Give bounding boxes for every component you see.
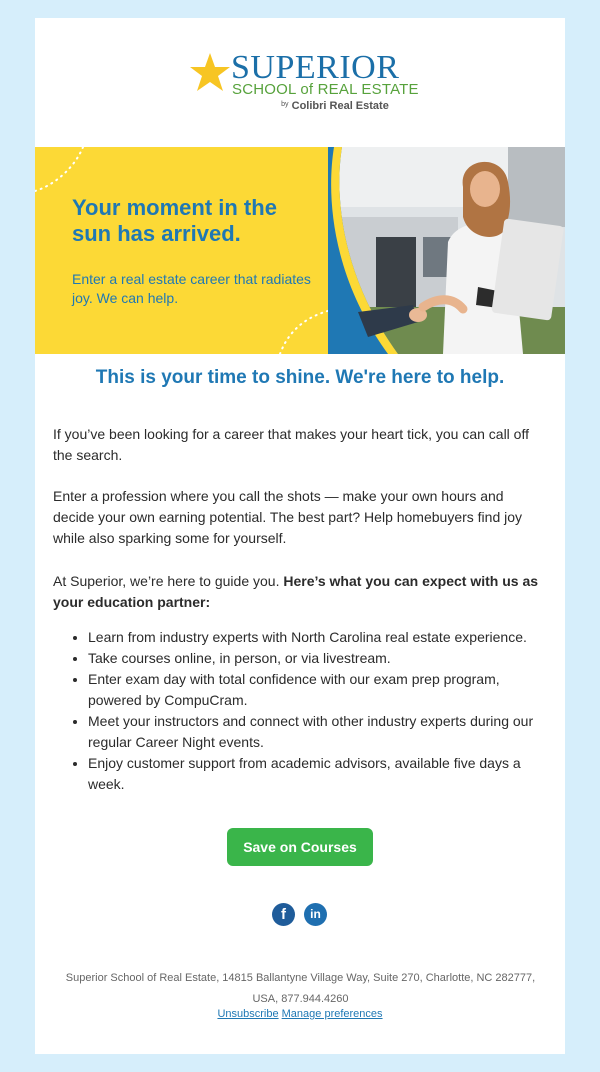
- paragraph-profession: Enter a profession where you call the shots — make your own hours and decide your own earning potential. The best part? Help homebuyers find joy while also sparking some for yourself.: [53, 488, 523, 546]
- logo-wordmark: SUPERIOR: [231, 49, 400, 86]
- logo-byline: [35, 100, 600, 112]
- star-icon: [188, 51, 232, 95]
- unsubscribe-link[interactable]: Unsubscribe: [217, 1008, 279, 1020]
- list-item: • Enter exam day with total confidence with our exam prep program, powered by CompuCram.: [88, 669, 548, 711]
- save-on-courses-button[interactable]: Save on Courses: [227, 828, 373, 866]
- hero-dots-decoration: [35, 147, 335, 354]
- paragraph-guide-text: At Superior, we’re here to guide you.: [53, 573, 284, 589]
- footer-links: [35, 1008, 565, 1020]
- logo[interactable]: [35, 18, 565, 148]
- paragraph-guide-bold: Here’s what you can expect with us as your education partner:: [53, 573, 539, 610]
- email-card: [35, 18, 565, 1054]
- hero-headline: Your moment in the sun has arrived.: [72, 195, 277, 246]
- list-item: • Take courses online, in person, or via livestream.: [88, 648, 548, 669]
- logo-by-name: Colibri Real Estate: [291, 100, 389, 112]
- tagline: This is your time to shine. We're here to help.: [95, 367, 505, 388]
- logo-subtitle: SCHOOL of REAL ESTATE: [232, 81, 419, 98]
- facebook-icon[interactable]: f: [272, 903, 295, 926]
- paragraph-guide: [53, 571, 548, 613]
- list-item: • Meet your instructors and connect with other industry experts during our regular Career Night events.: [88, 711, 548, 753]
- linkedin-icon[interactable]: in: [304, 903, 327, 926]
- social-links: [35, 903, 565, 929]
- paragraph-intro: If you’ve been looking for a career that makes your heart tick, you can call off the search.: [53, 426, 529, 463]
- manage-preferences-link[interactable]: Manage preferences: [281, 1008, 383, 1020]
- hero-photo: [328, 147, 565, 354]
- hero-banner: [35, 147, 565, 354]
- list-item: • Learn from industry experts with North Carolina real estate experience.: [88, 627, 548, 648]
- list-item: • Enjoy customer support from academic advisors, available five days a week.: [88, 753, 548, 795]
- hero-subtext: Enter a real estate career that radiates joy. We can help.: [72, 271, 311, 306]
- benefits-list: [70, 627, 548, 795]
- logo-by-prefix: by: [281, 101, 289, 108]
- footer-address: Superior School of Real Estate, 14815 Ballantyne Village Way, Suite 270, Charlotte, NC 282777, USA, 877.944.4260: [65, 972, 536, 1005]
